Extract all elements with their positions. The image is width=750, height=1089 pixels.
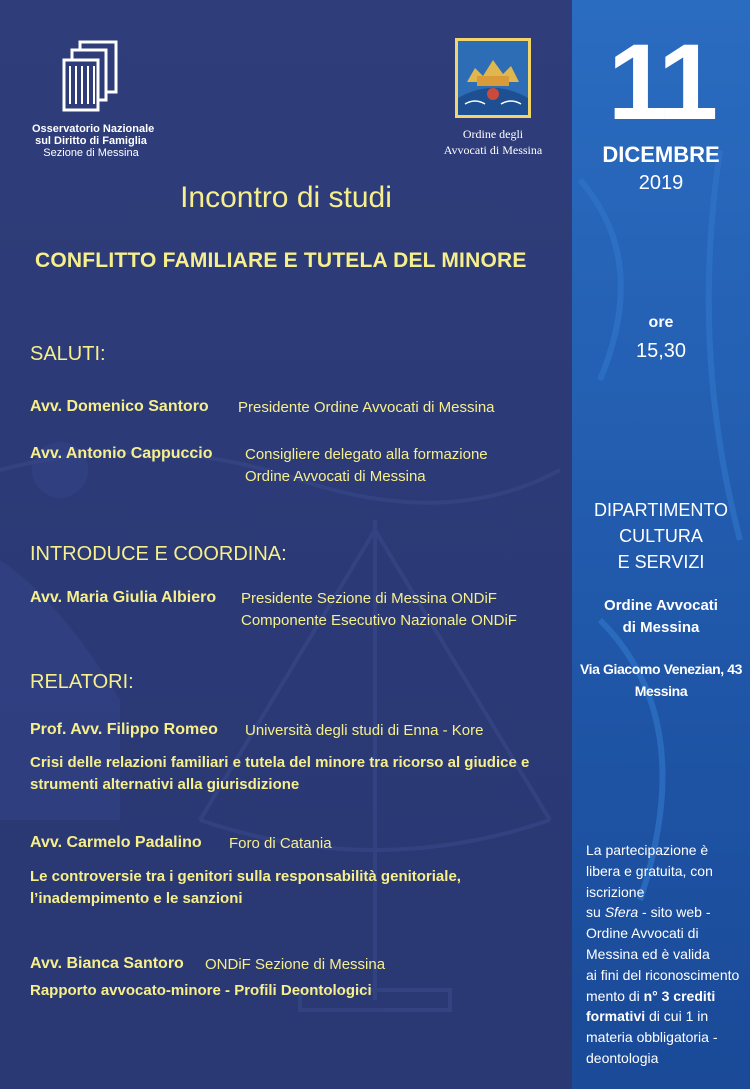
notice-line: Ordine Avvocati di — [586, 925, 699, 942]
ordine-emblem-icon — [455, 38, 531, 118]
speaker-name: Avv. Maria Giulia Albiero — [30, 589, 217, 606]
notice-sfera: Sfera — [604, 904, 639, 921]
notice-line: iscrizione — [586, 883, 645, 900]
notice-line: Messina ed è valida — [586, 945, 710, 962]
speaker-role: Università degli studi di Enna - Kore — [245, 722, 484, 739]
event-kind: Incontro di studi — [180, 181, 392, 214]
venue-address — [572, 658, 750, 702]
notice-line: ai fini del riconoscimento — [586, 966, 740, 983]
speaker-role: Foro di Catania — [229, 835, 332, 852]
notice-text: di cui 1 in — [645, 1008, 709, 1025]
ondif-logo-text — [32, 123, 155, 159]
notice-text: - sito web - — [638, 904, 711, 921]
ondif-logo-icon — [58, 38, 124, 118]
notice-text: mento di — [586, 987, 644, 1004]
speaker-role: ONDiF Sezione di Messina — [205, 956, 386, 973]
participation-notice — [586, 840, 739, 1069]
venue-line1: DIPARTIMENTO — [593, 500, 728, 520]
notice-line: materia obbligatoria - — [586, 1029, 718, 1046]
speaker-name: Avv. Bianca Santoro — [30, 955, 184, 972]
date-year: 2019 — [638, 172, 684, 194]
ordine-logo-text — [426, 126, 560, 158]
notice-line: La partecipazione è — [586, 842, 709, 858]
talk-topic: Rapporto avvocato-minore - Profili Deontologici — [30, 982, 372, 999]
venue-line3: E SERVIZI — [617, 552, 705, 572]
speaker-name: Prof. Avv. Filippo Romeo — [30, 721, 218, 738]
notice-text: su — [586, 904, 605, 921]
ondif-logo-line2: sul Diritto di Famiglia — [35, 135, 147, 147]
speaker-role: Componente Esecutivo Nazionale ONDiF — [241, 612, 517, 629]
speaker-name: Avv. Carmelo Padalino — [30, 834, 202, 851]
notice-line — [586, 1006, 739, 1027]
speaker-role: Ordine Avvocati di Messina — [245, 468, 426, 485]
ordine-logo-line2: Avvocati di Messina — [443, 143, 543, 157]
speaker-name: Avv. Antonio Cappuccio — [30, 445, 213, 462]
notice-line — [586, 986, 739, 1007]
venue-department — [572, 497, 750, 575]
ondif-logo-line1: Osservatorio Nazionale — [32, 123, 155, 135]
ondif-logo-line3: Sezione di Messina — [43, 147, 139, 159]
talk-topic: strumenti alternativi alla giurisdizione — [30, 776, 300, 793]
talk-topic: Le controversie tra i genitori sulla responsabilità genitoriale, — [30, 868, 461, 885]
date-month: DICEMBRE — [602, 142, 720, 167]
speaker-role: Presidente Ordine Avvocati di Messina — [238, 399, 495, 416]
ordine-logo-line1: Ordine degli — [462, 127, 524, 141]
talk-topic: l’inadempimento e le sanzioni — [30, 890, 243, 907]
speaker-name: Avv. Domenico Santoro — [30, 398, 209, 415]
talk-topic: Crisi delle relazioni familiari e tutela del minore tra ricorso al giudice e — [30, 754, 530, 771]
venue-organization — [572, 595, 750, 639]
speaker-role: Consigliere delegato alla formazione — [245, 446, 488, 463]
saluti-heading: SALUTI: — [30, 343, 106, 365]
event-time: 15,30 — [635, 340, 687, 362]
introduce-heading: INTRODUCE E COORDINA: — [30, 543, 287, 565]
date-day: 11 — [607, 21, 715, 142]
event-title: CONFLITTO FAMILIARE E TUTELA DEL MINORE — [35, 249, 527, 272]
relatori-heading: RELATORI: — [30, 671, 134, 693]
notice-credits: n° 3 crediti — [643, 987, 716, 1004]
venue-line2: CULTURA — [619, 526, 703, 546]
notice-line: deontologia — [586, 1049, 659, 1066]
notice-line — [586, 902, 739, 923]
venue-org2: di Messina — [622, 619, 700, 636]
time-label: ore — [648, 314, 674, 331]
venue-org1: Ordine Avvocati — [604, 597, 718, 614]
notice-line: libera e gratuita, con — [586, 862, 713, 879]
venue-city: Messina — [634, 683, 688, 699]
venue-street: Via Giacomo Venezian, 43 — [579, 661, 743, 677]
notice-credits: formativi — [586, 1008, 646, 1025]
speaker-role: Presidente Sezione di Messina ONDiF — [241, 590, 497, 607]
